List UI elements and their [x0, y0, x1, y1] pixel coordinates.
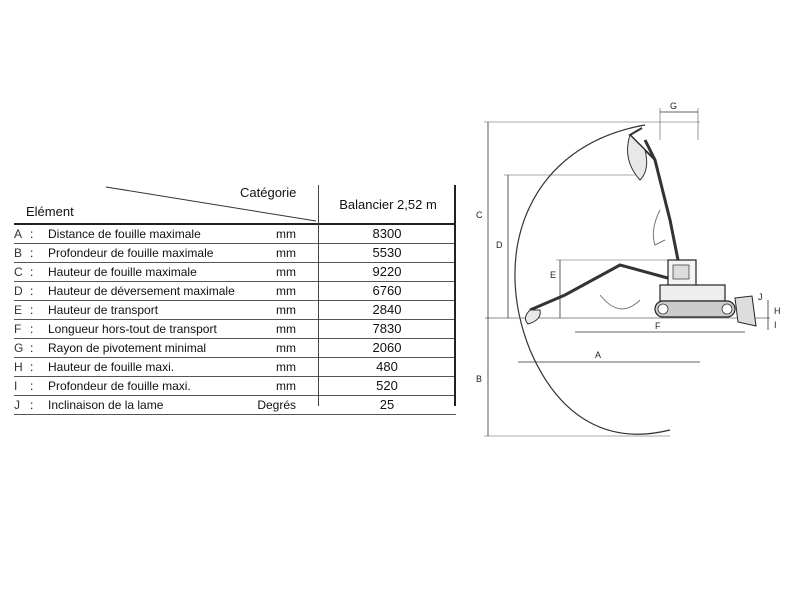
excavator-drawing	[470, 100, 790, 460]
label-h: H	[774, 306, 781, 316]
row-unit: Degrés	[257, 398, 296, 412]
column-title-text: Balancier 2,52 m	[339, 196, 437, 212]
upper-structure	[660, 285, 725, 301]
label-f: F	[655, 321, 661, 331]
row-key: F	[14, 322, 22, 336]
row-unit: mm	[276, 360, 296, 374]
row-label: Rayon de pivotement minimal	[48, 341, 207, 355]
row-unit: mm	[276, 284, 296, 298]
row-key: H	[14, 360, 23, 374]
cab-window	[673, 265, 689, 279]
row-value: 5530	[372, 245, 402, 260]
row-label: Hauteur de fouille maxi.	[48, 360, 175, 374]
raised-boom	[645, 140, 680, 270]
row-key: E	[14, 303, 23, 317]
row-value: 480	[376, 359, 398, 374]
boom-ghost	[653, 210, 665, 245]
table-row	[14, 301, 456, 320]
row-key: J	[14, 398, 20, 412]
row-label: Inclinaison de la lame	[48, 398, 164, 412]
label-j: J	[758, 292, 763, 302]
row-colon: :	[30, 227, 34, 241]
table-row	[14, 282, 456, 301]
spec-table	[14, 185, 456, 412]
label-i: I	[774, 320, 777, 330]
row-label: Longueur hors-tout de transport	[48, 322, 217, 336]
row-value: 2060	[372, 340, 402, 355]
row-unit: mm	[276, 265, 296, 279]
row-value: 8300	[372, 226, 402, 241]
row-label: Profondeur de fouille maxi.	[48, 379, 191, 393]
table-row	[14, 263, 456, 282]
row-key: D	[14, 284, 23, 298]
header-diagonal-divider	[106, 185, 316, 223]
row-value: 520	[376, 378, 398, 393]
row-colon: :	[30, 303, 34, 317]
row-unit: mm	[276, 303, 296, 317]
row-colon: :	[30, 379, 34, 393]
label-c: C	[476, 210, 483, 220]
row-key: I	[14, 379, 18, 393]
dozer-blade	[735, 296, 756, 326]
table-row	[14, 225, 456, 244]
row-key: G	[14, 341, 24, 355]
table-right-border	[454, 185, 456, 406]
row-label: Hauteur de déversement maximale	[48, 284, 235, 298]
table-row	[14, 339, 456, 358]
column-title	[318, 185, 457, 223]
row-colon: :	[30, 341, 34, 355]
row-key: A	[14, 227, 23, 241]
row-unit: mm	[276, 227, 296, 241]
table-header	[14, 185, 456, 225]
row-colon: :	[30, 246, 34, 260]
raised-bucket	[628, 135, 647, 180]
row-unit: mm	[276, 341, 296, 355]
table-row	[14, 358, 456, 377]
header-category: Catégorie	[240, 185, 297, 200]
row-value: 7830	[372, 321, 402, 336]
excavator-dimension-diagram	[470, 100, 790, 460]
label-b: B	[476, 374, 483, 384]
table-row	[14, 320, 456, 339]
row-unit: mm	[276, 322, 296, 336]
row-label: Hauteur de fouille maximale	[48, 265, 197, 279]
row-colon: :	[30, 360, 34, 374]
row-value: 25	[379, 397, 395, 412]
row-colon: :	[30, 265, 34, 279]
row-colon: :	[30, 284, 34, 298]
boom-ghost-2	[600, 295, 640, 309]
row-colon: :	[30, 398, 34, 412]
row-label: Profondeur de fouille maximale	[48, 246, 214, 260]
table-row	[14, 377, 456, 396]
row-key: C	[14, 265, 23, 279]
table-row	[14, 244, 456, 263]
row-label: Hauteur de transport	[48, 303, 159, 317]
row-value: 2840	[372, 302, 402, 317]
row-colon: :	[30, 322, 34, 336]
table-row	[14, 396, 456, 415]
lowered-bucket	[525, 310, 540, 324]
row-unit: mm	[276, 379, 296, 393]
label-a: A	[595, 350, 602, 360]
row-label: Distance de fouille maximale	[48, 227, 201, 241]
row-key: B	[14, 246, 23, 260]
label-d: D	[496, 240, 503, 250]
row-unit: mm	[276, 246, 296, 260]
row-value: 6760	[372, 283, 402, 298]
header-element: Elément	[26, 204, 74, 219]
label-g: G	[670, 101, 678, 111]
column-divider	[318, 223, 319, 406]
label-e: E	[550, 270, 557, 280]
row-value: 9220	[372, 264, 402, 279]
